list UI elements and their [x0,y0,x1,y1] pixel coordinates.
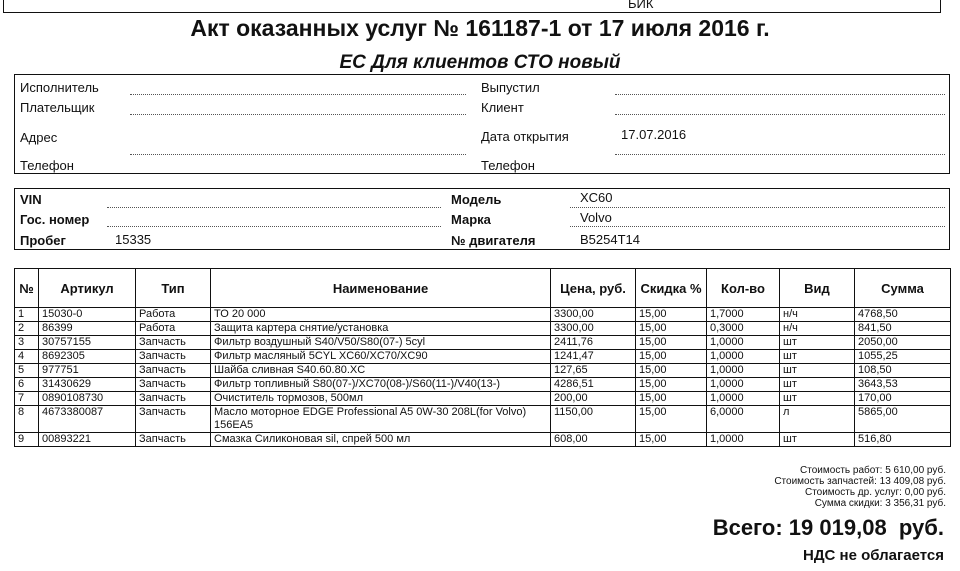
model-value: XC60 [580,190,613,205]
vat-note: НДС не облагается [803,547,944,564]
cell-unit: н/ч [780,308,855,322]
cell-num: 5 [15,364,39,378]
cell-discount: 15,00 [636,322,707,336]
cell-article: 15030-0 [39,308,136,322]
cell-qty: 0,3000 [707,322,780,336]
table-header-row [15,269,951,308]
cell-qty: 1,0000 [707,364,780,378]
cell-type: Запчасть [136,392,211,406]
cell-qty: 1,0000 [707,378,780,392]
table-row [15,406,951,433]
cell-discount: 15,00 [636,392,707,406]
cell-qty: 1,0000 [707,336,780,350]
cell-qty: 6,0000 [707,406,780,433]
brand-label: Марка [451,212,491,227]
table-row [15,364,951,378]
cell-sum: 4768,50 [855,308,951,322]
cell-article: 977751 [39,364,136,378]
plate-label: Гос. номер [20,212,90,227]
open-date-line [615,154,945,155]
cell-sum: 516,80 [855,433,951,447]
payer-line [130,114,466,115]
cell-article: 4673380087 [39,406,136,433]
cell-price: 4286,51 [551,378,636,392]
bik-label: БИК [628,0,654,11]
services-table [14,268,951,447]
address-label: Адрес [20,130,58,145]
cell-name: ТО 20 000 [211,308,551,322]
discount-sum: Сумма скидки: 3 356,31 руб. [814,498,946,509]
cell-num: 1 [15,308,39,322]
cell-num: 9 [15,433,39,447]
cell-num: 7 [15,392,39,406]
cell-type: Запчасть [136,350,211,364]
table-row [15,350,951,364]
cell-type: Запчасть [136,364,211,378]
brand-value: Volvo [580,210,612,225]
parts-cost: Стоимость запчастей: 13 409,08 руб. [774,476,946,487]
cell-article: 30757155 [39,336,136,350]
document-subtitle: ЕС Для клиентов СТО новый [339,52,621,73]
brand-line [570,226,945,227]
executor-label: Исполнитель [20,80,99,95]
cell-price: 200,00 [551,392,636,406]
other-cost: Стоимость др. услуг: 0,00 руб. [804,487,946,498]
cell-price: 3300,00 [551,322,636,336]
cell-type: Работа [136,308,211,322]
cell-num: 3 [15,336,39,350]
cell-price: 3300,00 [551,308,636,322]
document-title: Акт оказанных услуг № 161187-1 от 17 июля 2016 г. [190,15,770,41]
cell-unit: шт [780,392,855,406]
vin-label: VIN [20,192,42,207]
cell-type: Работа [136,322,211,336]
address-line [130,154,466,155]
cell-sum: 170,00 [855,392,951,406]
cell-price: 127,65 [551,364,636,378]
open-date-value: 17.07.2016 [621,127,687,142]
executor-line [130,94,466,95]
cell-sum: 2050,00 [855,336,951,350]
cell-article: 0890108730 [39,392,136,406]
engine-label: № двигателя [451,233,536,248]
table-row [15,322,951,336]
cell-num: 4 [15,350,39,364]
cell-unit: н/ч [780,322,855,336]
cell-unit: шт [780,378,855,392]
cell-type: Запчасть [136,378,211,392]
cell-sum: 1055,25 [855,350,951,364]
cell-discount: 15,00 [636,378,707,392]
cell-sum: 841,50 [855,322,951,336]
cell-num: 6 [15,378,39,392]
col-article-header: Артикул [39,269,136,308]
cell-sum: 3643,53 [855,378,951,392]
col-price-header: Цена, руб. [551,269,636,308]
table-row [15,378,951,392]
cell-name: Масло моторное EDGE Professional A5 0W-30 208L(for Volvo) 156EA5 [211,406,551,433]
cell-article: 8692305 [39,350,136,364]
cell-name: Фильтр топливный S80(07-)/XC70(08-)/S60(11-)/V40(13-) [211,378,551,392]
cell-price: 1150,00 [551,406,636,433]
cell-discount: 15,00 [636,433,707,447]
cell-discount: 15,00 [636,308,707,322]
vin-line [107,207,441,208]
col-unit-header: Вид [780,269,855,308]
mileage-label: Пробег [20,233,66,248]
cell-type: Запчасть [136,433,211,447]
table-row [15,433,951,447]
table-row [15,308,951,322]
cell-discount: 15,00 [636,336,707,350]
engine-value: B5254T14 [580,232,640,247]
cell-name: Смазка Силиконовая sil, спрей 500 мл [211,433,551,447]
issued-label: Выпустил [481,80,540,95]
col-discount-header: Скидка % [636,269,707,308]
cell-qty: 1,0000 [707,350,780,364]
col-sum-header: Сумма [855,269,951,308]
cell-article: 00893221 [39,433,136,447]
cell-price: 1241,47 [551,350,636,364]
issued-line [615,94,945,95]
cell-article: 86399 [39,322,136,336]
phone-left-label: Телефон [20,158,74,173]
cell-price: 608,00 [551,433,636,447]
cell-name: Защита картера снятие/установка [211,322,551,336]
client-line [615,114,945,115]
cell-num: 2 [15,322,39,336]
phone-right-label: Телефон [481,158,535,173]
model-line [570,207,945,208]
cell-sum: 5865,00 [855,406,951,433]
cell-qty: 1,0000 [707,433,780,447]
table-row [15,392,951,406]
table-row [15,336,951,350]
client-label: Клиент [481,100,524,115]
cell-sum: 108,50 [855,364,951,378]
open-date-label: Дата открытия [481,129,569,144]
plate-line [107,226,441,227]
cell-type: Запчасть [136,406,211,433]
col-num-header: № [15,269,39,308]
cell-unit: шт [780,336,855,350]
cell-num: 8 [15,406,39,433]
cell-qty: 1,0000 [707,392,780,406]
cell-name: Фильтр масляный 5CYL XC60/XC70/XC90 [211,350,551,364]
cell-name: Шайба сливная S40.60.80.XC [211,364,551,378]
mileage-value: 15335 [115,232,152,247]
cell-discount: 15,00 [636,364,707,378]
cell-unit: л [780,406,855,433]
cell-price: 2411,76 [551,336,636,350]
col-qty-header: Кол-во [707,269,780,308]
col-type-header: Тип [136,269,211,308]
col-name-header: Наименование [211,269,551,308]
cell-unit: шт [780,350,855,364]
works-cost: Стоимость работ: 5 610,00 руб. [800,465,946,476]
cost-summary [774,465,946,509]
cell-name: Фильтр воздушный S40/V50/S80(07-) 5cyl [211,336,551,350]
cell-article: 31430629 [39,378,136,392]
cell-discount: 15,00 [636,406,707,433]
cell-name: Очиститель тормозов, 500мл [211,392,551,406]
grand-total: Всего: 19 019,08 руб. [712,515,944,540]
cell-type: Запчасть [136,336,211,350]
cell-unit: шт [780,433,855,447]
cell-discount: 15,00 [636,350,707,364]
cell-qty: 1,7000 [707,308,780,322]
payer-label: Плательщик [20,100,95,115]
bank-details-box [3,0,941,13]
cell-unit: шт [780,364,855,378]
model-label: Модель [451,192,502,207]
